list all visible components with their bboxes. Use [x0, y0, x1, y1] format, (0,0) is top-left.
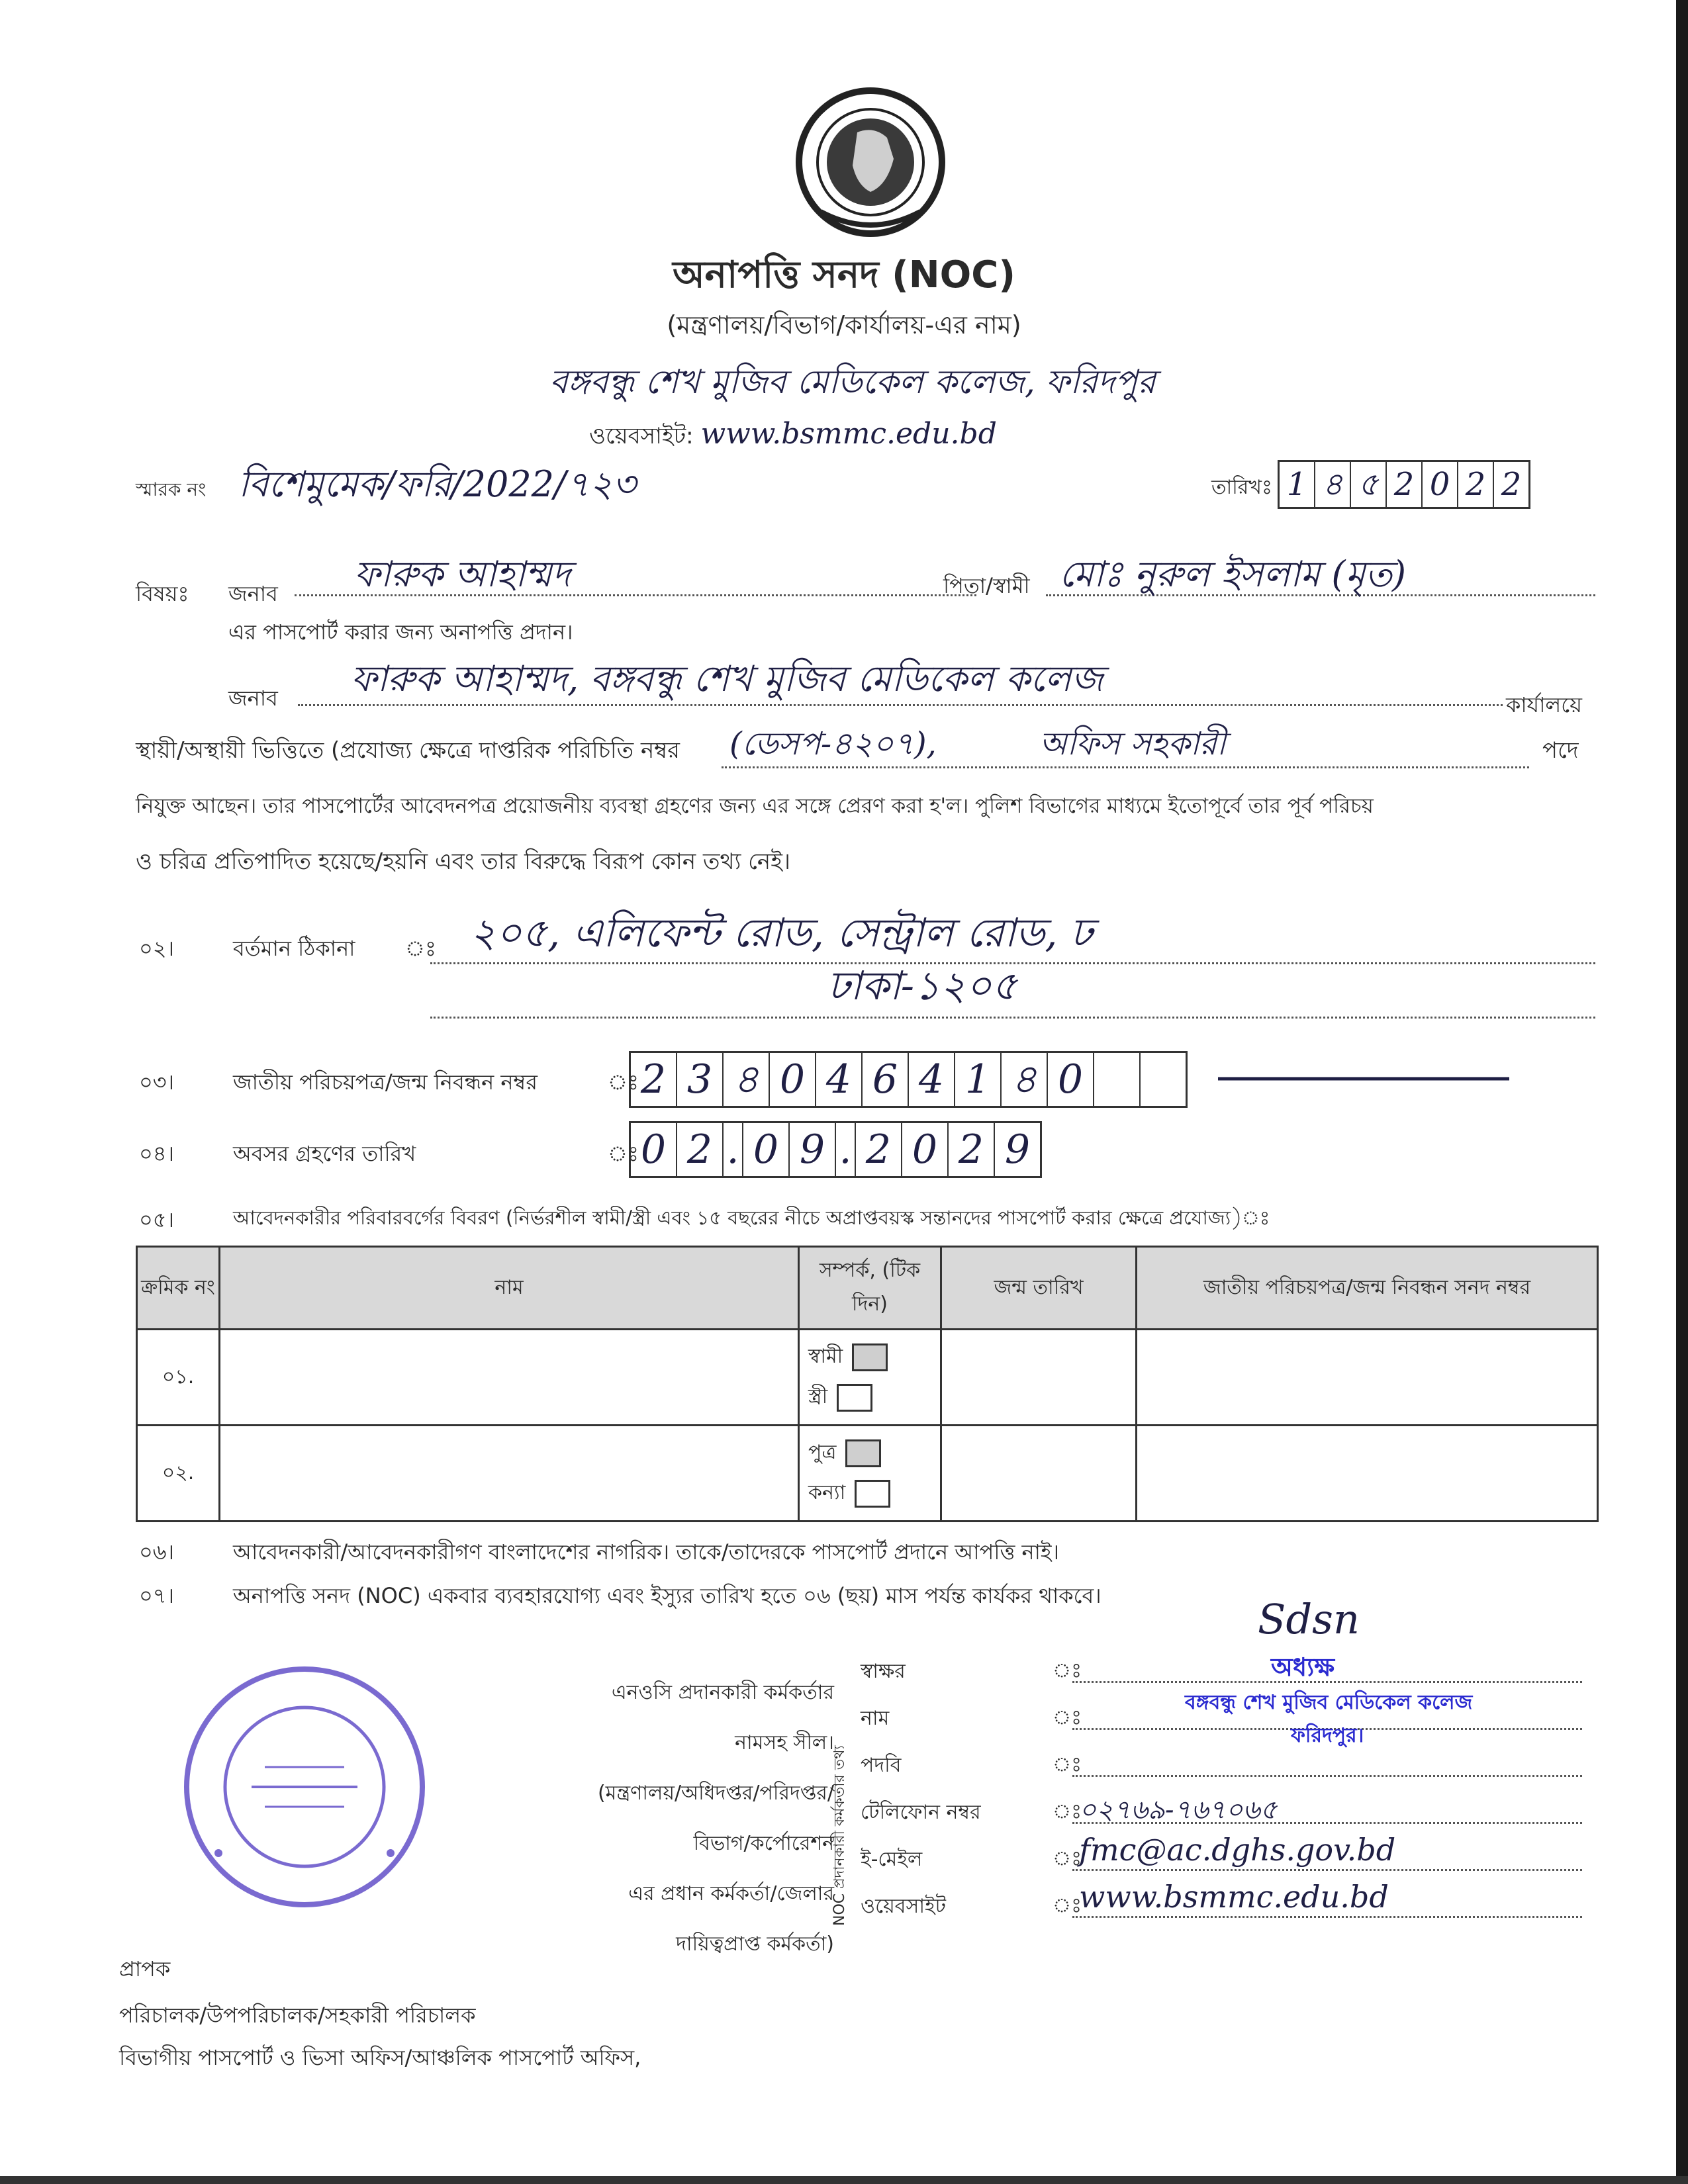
relation-checkbox[interactable]: [845, 1439, 881, 1467]
relation-checkbox[interactable]: [837, 1384, 872, 1412]
signature-label: স্বাক্ষর: [861, 1660, 906, 1683]
relation-option-label: স্বামী: [808, 1345, 843, 1368]
note-6: আবেদনকারী/আবেদনকারীগণ বাংলাদেশের নাগরিক। তাকে/তাদেরকে পাসপোর্ট প্রদানে আপত্তি নাই।: [233, 1539, 1060, 1565]
table-header-dob: জন্ম তারিখ: [941, 1247, 1137, 1330]
nid-digit: 0: [770, 1053, 816, 1106]
website-line: [589, 417, 997, 457]
row-dob-cell: [941, 1330, 1137, 1426]
row-name-cell: [220, 1330, 799, 1426]
noc-vertical-label: NOC প্রদানকারী কর্মকর্তার তথ্য: [831, 1745, 848, 1926]
table-header-name: নাম: [220, 1247, 799, 1330]
note-7: অনাপত্তি সনদ (NOC) একবার ব্যবহারযোগ্য এবং ইস্যুর তারিখ হতে ০৬ (ছয়) মাস পর্যন্ত কার্যকর থাকবে।: [233, 1583, 1102, 1608]
row-serial: ০২.: [137, 1426, 220, 1522]
nid-boxes: [629, 1051, 1188, 1108]
signature-scribble: Sdsn: [1258, 1595, 1360, 1643]
nid-digit: 6: [863, 1053, 909, 1106]
date-boxes: [1278, 460, 1530, 509]
table-header-nid: জাতীয় পরিচয়পত্র/জন্ম নিবন্ধন সনদ নম্বর: [1137, 1247, 1598, 1330]
row-nid-cell: [1137, 1330, 1598, 1426]
family-table: [136, 1246, 1599, 1522]
retire-digit: 0: [743, 1123, 790, 1176]
relation-option-label: কন্যা: [808, 1481, 846, 1504]
row-relation-cell: [799, 1330, 941, 1426]
signatory-line: এনওসি প্রদানকারী কর্মকর্তার: [611, 1681, 834, 1704]
signatory-line: বিভাগ/কর্পোরেশন: [693, 1832, 834, 1855]
relation-checkbox[interactable]: [852, 1343, 888, 1371]
strike-line-icon: [1218, 1059, 1509, 1099]
signature-colon: ঃ: [1053, 1659, 1082, 1682]
nid-colon: ঃ: [608, 1069, 639, 1095]
retire-digit: 2: [856, 1123, 902, 1176]
designation-colon: ঃ: [1053, 1753, 1082, 1776]
item-number-06: ০৬।: [139, 1539, 175, 1565]
address-line-1: ২০৫, এলিফেন্ট রোড, সেন্ট্রাল রোড, ঢ: [470, 910, 1093, 956]
email-label: ই-মেইল: [861, 1848, 923, 1871]
table-row: [137, 1426, 1598, 1522]
item-number-02: ০২।: [139, 936, 175, 961]
address-line-2: ঢাকা-১২০৫: [827, 963, 1017, 1009]
memo-label: স্মারক নং: [136, 478, 207, 500]
nid-digit: 1: [955, 1053, 1002, 1106]
row-dob-cell: [941, 1426, 1137, 1522]
website-field: [1072, 1879, 1582, 1918]
date-digit: 2: [1501, 466, 1522, 503]
page-subtitle: (মন্ত্রণালয়/বিভাগ/কার্যালয়-এর নাম): [667, 310, 1021, 340]
table-header-serial: ক্রমিক নং: [137, 1247, 220, 1330]
designation: অফিস সহকারী: [1039, 725, 1226, 762]
body-mr-label: জনাব: [228, 686, 278, 711]
signatory-line: দায়িত্বপ্রাপ্ত কর্মকর্তা): [676, 1933, 834, 1956]
name-office: ফারুক আহাম্মদ, বঙ্গবন্ধু শেখ মুজিব মেডিকেল কলেজ: [351, 658, 1103, 700]
relation-checkbox[interactable]: [855, 1480, 890, 1508]
website-colon: ঃ: [1053, 1894, 1082, 1917]
recipient-label: প্রাপক: [119, 1956, 171, 1981]
email-colon: ঃ: [1053, 1847, 1082, 1870]
official-id: (ডেসপ-৪২০৭),: [729, 725, 937, 762]
website-field-value: www.bsmmc.edu.bd: [1079, 1879, 1389, 1915]
memo-number: বিশেমুমেক/ফরি/2022/৭২৩: [238, 463, 636, 505]
table-header-row: [137, 1247, 1598, 1330]
post-suffix: পদে: [1542, 737, 1579, 764]
stamp-institution: বঙ্গবন্ধু শেখ মুজিব মেডিকেল কলেজ: [1185, 1691, 1473, 1714]
email-field: [1072, 1832, 1582, 1871]
phone-field: [1072, 1795, 1582, 1825]
parent-name: মোঃ নুরুল ইসলাম (মৃত): [1059, 553, 1407, 595]
recipient-line-1: পরিচালক/উপপরিচালক/সহকারী পরিচালক: [119, 2003, 476, 2028]
body-line-3: ও চরিত্র প্রতিপাদিত হয়েছে/হয়নি এবং তার বিরুদ্ধে বিরূপ কোন তথ্য নেই।: [136, 848, 791, 875]
subject-label: বিষয়ঃ: [136, 581, 189, 606]
phone-colon: ঃ: [1053, 1800, 1082, 1823]
relation-option-label: স্ত্রী: [808, 1385, 828, 1408]
retire-digit: 2: [949, 1123, 995, 1176]
row-name-cell: [220, 1426, 799, 1522]
address-label: বর্তমান ঠিকানা: [233, 936, 355, 961]
item-number-04: ০৪।: [139, 1141, 175, 1166]
row-nid-cell: [1137, 1426, 1598, 1522]
institution-name: বঙ্গবন্ধু শেখ মুজিব মেডিকেল কলেজ, ফরিদপুর: [549, 363, 1156, 401]
retire-boxes: [629, 1121, 1042, 1178]
nid-digit: 2: [631, 1053, 677, 1106]
retire-digit: 0: [902, 1123, 949, 1176]
office-suffix: কার্যালয়ে: [1506, 692, 1582, 717]
date-digit: 2: [1458, 462, 1494, 507]
website-field-label: ওয়েবসাইট: [861, 1895, 946, 1918]
item-number-07: ০৭।: [139, 1583, 175, 1608]
designation-field: [1072, 1768, 1582, 1777]
date-label: তারিখঃ: [1211, 476, 1272, 499]
id-designation-field: [722, 725, 1529, 768]
subject-mr-label: জনাব: [228, 581, 278, 606]
retire-digit: 2: [677, 1123, 724, 1176]
signatory-line: নামসহ সীল।: [735, 1731, 834, 1754]
signatory-field-labels: [861, 1648, 981, 1930]
nid-digit: [1141, 1053, 1186, 1106]
permanent-text: স্থায়ী/অস্থায়ী ভিত্তিতে (প্রযোজ্য ক্ষেত্রে দাপ্তরিক পরিচিতি নম্বর: [136, 737, 680, 764]
email-value: fmc@ac.dghs.gov.bd: [1079, 1832, 1396, 1868]
relation-option-label: পুত্র: [808, 1441, 837, 1464]
retire-digit: 9: [1004, 1126, 1031, 1173]
retire-label: অবসর গ্রহণের তারিখ: [233, 1141, 416, 1166]
nid-digit: 0: [1048, 1053, 1094, 1106]
nid-digit: 3: [677, 1053, 724, 1106]
office-seal-icon: [179, 1661, 430, 1913]
body-line-2: নিযুক্ত আছেন। তার পাসপোর্টের আবেদনপত্র প্রয়োজনীয় ব্যবস্থা গ্রহণের জন্য এর সঙ্গে প্রেরণ করা হ'ল। পুলিশ বিভাগের মাধ্যমে ইতোপূর্বে তার পূর্ব পরিচয়: [136, 794, 1374, 818]
address-line-2-field: [430, 963, 1595, 1019]
page-title: অনাপত্তি সনদ (NOC): [673, 253, 1015, 296]
name-office-field: [298, 658, 1503, 706]
retire-digit: .: [724, 1123, 743, 1176]
date-digit: 2: [1387, 462, 1423, 507]
address-colon: ঃ: [405, 936, 437, 961]
website-value: www.bsmmc.edu.bd: [700, 417, 997, 451]
parent-label: পিতা/স্বামী: [943, 573, 1030, 598]
parent-name-field: [1046, 553, 1595, 596]
row-relation-cell: [799, 1426, 941, 1522]
table-row: [137, 1330, 1598, 1426]
recipient-line-2: বিভাগীয় পাসপোর্ট ও ভিসা অফিস/আঞ্চলিক পাসপোর্ট অফিস,: [119, 2045, 641, 2070]
stamp-role: অধ্যক্ষ: [1271, 1653, 1335, 1682]
stamp-city: ফরিদপুর।: [1291, 1724, 1364, 1747]
signatory-line: এর প্রধান কর্মকর্তা/জেলার: [628, 1882, 834, 1905]
signatory-description: [530, 1668, 834, 1970]
retire-digit: 0: [631, 1123, 677, 1176]
item-number-05: ০৫।: [139, 1207, 175, 1232]
family-label: আবেদনকারীর পরিবারবর্গের বিবরণ (নির্ভরশীল স্বামী/স্ত্রী এবং ১৫ বছরের নীচে অপ্রাপ্তবয়স্ক সন্তানদের পাসপোর্ট করার ক্ষেত্রে প্রযোজ্য)ঃ: [233, 1206, 1270, 1229]
nid-label: জাতীয় পরিচয়পত্র/জন্ম নিবন্ধন নম্বর: [233, 1069, 538, 1095]
name-label: নাম: [861, 1707, 890, 1730]
nid-digit: 4: [816, 1053, 863, 1106]
nid-digit: ৪: [1002, 1053, 1048, 1106]
date-digit: 0: [1423, 462, 1458, 507]
designation-label: পদবি: [861, 1754, 902, 1777]
date-digit: ৪: [1315, 462, 1351, 507]
applicant-name: ফারুক আহাম্মদ: [354, 553, 571, 595]
retire-digit: 9: [790, 1123, 836, 1176]
retire-digit: .: [836, 1123, 856, 1176]
nid-digit: 4: [909, 1053, 955, 1106]
row-serial: ০১.: [137, 1330, 220, 1426]
name-colon: ঃ: [1053, 1706, 1082, 1729]
nid-digit: [1094, 1053, 1141, 1106]
date-digit: ৫: [1351, 462, 1387, 507]
subject-purpose: এর পাসপোর্ট করার জন্য অনাপত্তি প্রদান।: [228, 619, 573, 645]
phone-value: ০২৭৬৯-৭৬৭০৬৫: [1079, 1795, 1278, 1825]
retire-colon: ঃ: [608, 1141, 639, 1166]
scan-edge-bottom: [0, 2176, 1688, 2184]
table-header-relation: সম্পর্ক, (টিক দিন): [799, 1247, 941, 1330]
applicant-name-field: [295, 553, 976, 596]
signatory-line: (মন্ত্রণালয়/অধিদপ্তর/পরিদপ্তর/: [597, 1782, 834, 1805]
item-number-03: ০৩।: [139, 1069, 175, 1095]
nid-digit: ৪: [724, 1053, 770, 1106]
phone-label: টেলিফোন নম্বর: [861, 1801, 981, 1824]
date-digit: 1: [1280, 462, 1315, 507]
government-emblem-icon: [794, 86, 947, 238]
website-label: ওয়েবসাইট:: [589, 423, 694, 449]
